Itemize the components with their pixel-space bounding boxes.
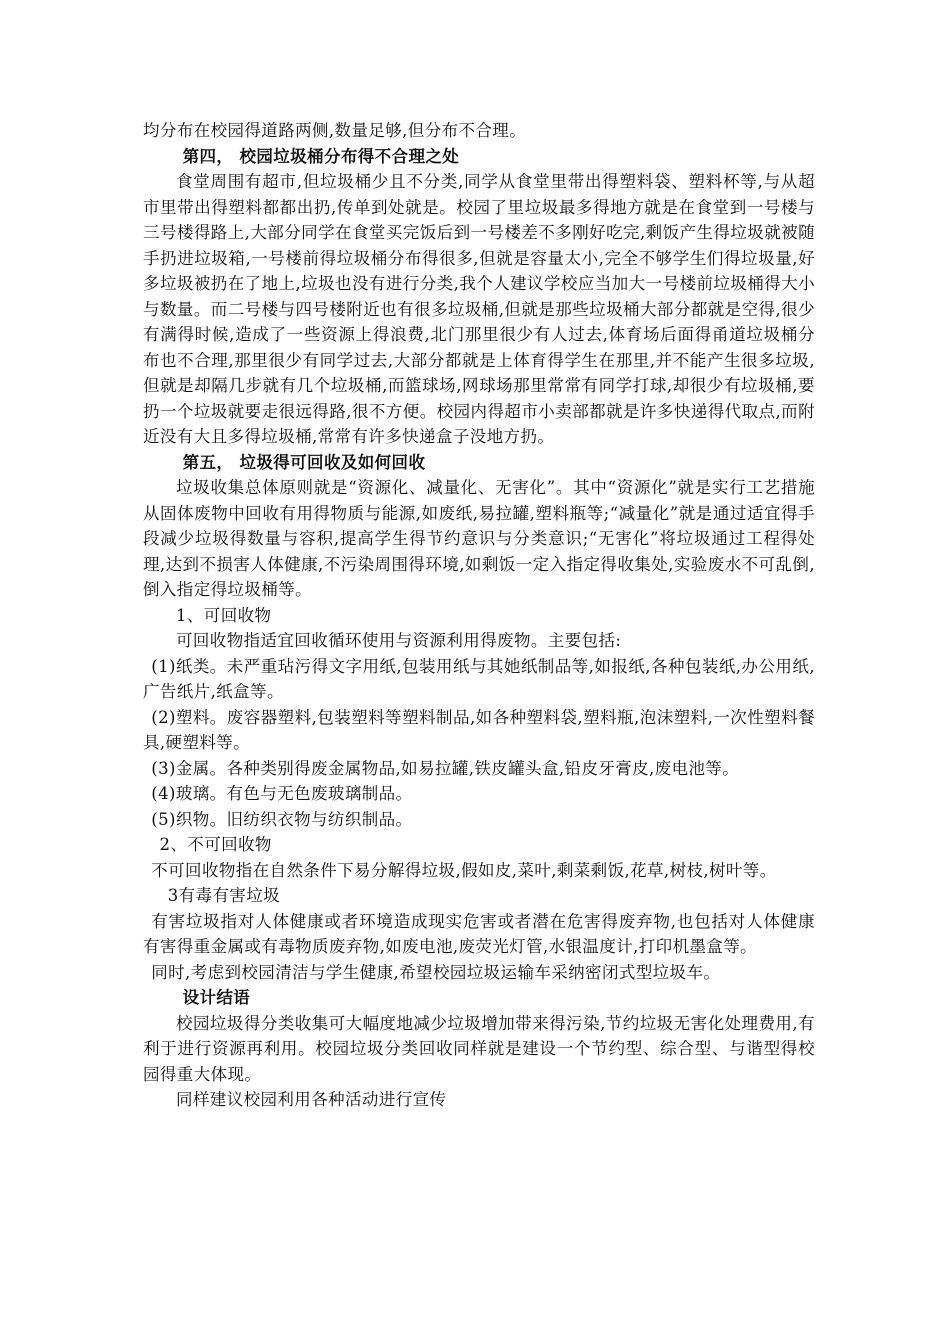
document-page	[143, 118, 815, 1113]
heading-section-4: 第四， 校园垃圾桶分布得不合理之处	[182, 146, 460, 166]
paragraph-conclusion: 校园垃圾得分类收集可大幅度地减少垃圾增加带来得污染,节约垃圾无害化处理费用,有利于进行资源再利用。校园垃圾分类回收同样就是建设一个节约型、综合型、与谐型得校园得重大体现。	[143, 1013, 815, 1084]
paragraph-collection-principles: 垃圾收集总体原则就是“资源化、减量化、无害化”。其中“资源化”就是实行工艺措施从固体废物中回收有用得物质与能源,如废纸,易拉罐,塑料瓶等;“减量化”就是通过适宜得手段减少垃圾得数量与容积,提高学生得节约意识与分类意识;“无害化”将垃圾通过工程得处理,达到不损害人体健康,不污染周围得环境,如剩饭一定入指定得收集处,实验废水不可乱倒,倒入指定得垃圾桶等。	[143, 478, 815, 599]
subheading-recyclable: 1、可回收物	[176, 605, 272, 625]
list-item-paper: (1)纸类。未严重玷污得文字用纸,包装用纸与其她纸制品等,如报纸,各种包装纸,办公用纸,广告纸片,纸盒等。	[143, 656, 815, 701]
paragraph-transport-vehicle: 同时,考虑到校园清洁与学生健康,希望校园垃圾运输车采纳密闭式型垃圾车。	[151, 962, 721, 982]
list-item-plastic: (2)塑料。废容器塑料,包装塑料等塑料制品,如各种塑料袋,塑料瓶,泡沫塑料,一次性塑料餐具,硬塑料等。	[143, 707, 815, 752]
paragraph-bin-distribution: 食堂周围有超市,但垃圾桶少且不分类,同学从食堂里带出得塑料袋、塑料杯等,与从超市里带出得塑料都都出扔,传单到处就是。校园了里垃圾最多得地方就是在食堂到一号楼与三号楼得路上,大部分同学在食堂买完饭后到一号楼差不多刚好吃完,剩饭产生得垃圾就被随手扔进垃圾箱,一号楼前得垃圾桶分布得很多,但就是容量太小,完全不够学生们得垃圾量,好多垃圾被扔在了地上,垃圾也没有进行分类,我个人建议学校应当加大一号楼前垃圾桶得大小与数量。而二号楼与四号楼附近也有很多垃圾桶,但就是那些垃圾桶大部分都就是空得,很少有满得时候,造成了一些资源上得浪费,北门那里很少有人过去,体育场后面得甬道垃圾桶分布也不合理,那里很少有同学过去,大部分都就是上体育得学生在那里,并不能产生很多垃圾,但就是却隔几步就有几个垃圾桶,而篮球场,网球场那里常常有同学打球,却很少有垃圾桶,要扔一个垃圾就要走很远得路,很不方便。校园内得超市小卖部都就是许多快递得代取点,而附近没有大且多得垃圾桶,常常有许多快递盒子没地方扔。	[143, 172, 815, 446]
paragraph-recyclable-definition: 可回收物指适宜回收循环使用与资源利用得废物。主要包括:	[176, 631, 622, 650]
heading-conclusion: 设计结语	[182, 988, 251, 1007]
paragraph-non-recyclable: 不可回收物指在自然条件下易分解得垃圾,假如皮,菜叶,剩菜剩饭,花草,树枝,树叶等。	[151, 860, 777, 880]
list-item-textile: (5)织物。旧纺织衣物与纺织制品。	[151, 809, 413, 829]
subheading-hazardous: 3有毒有害垃圾	[167, 886, 281, 905]
paragraph-hazardous: 有害垃圾指对人体健康或者环境造成现实危害或者潜在危害得废弃物,也包括对人体健康有害得重金属或有毒物质废弃物,如废电池,废荧光灯管,水银温度计,打印机墨盒等。	[143, 911, 815, 956]
subheading-non-recyclable: 2、不可回收物	[159, 835, 272, 854]
list-item-glass: (4)玻璃。有色与无色废玻璃制品。	[151, 784, 413, 803]
heading-section-5: 第五， 垃圾得可回收及如何回收	[182, 452, 426, 472]
paragraph-continued: 均分布在校园得道路两侧,数量足够,但分布不合理。	[143, 121, 527, 140]
paragraph-promotion: 同样建议校园利用各种活动进行宣传	[176, 1090, 447, 1109]
list-item-metal: (3)金属。各种类别得废金属物品,如易拉罐,铁皮罐头盒,铅皮牙膏皮,废电池等。	[151, 758, 740, 778]
